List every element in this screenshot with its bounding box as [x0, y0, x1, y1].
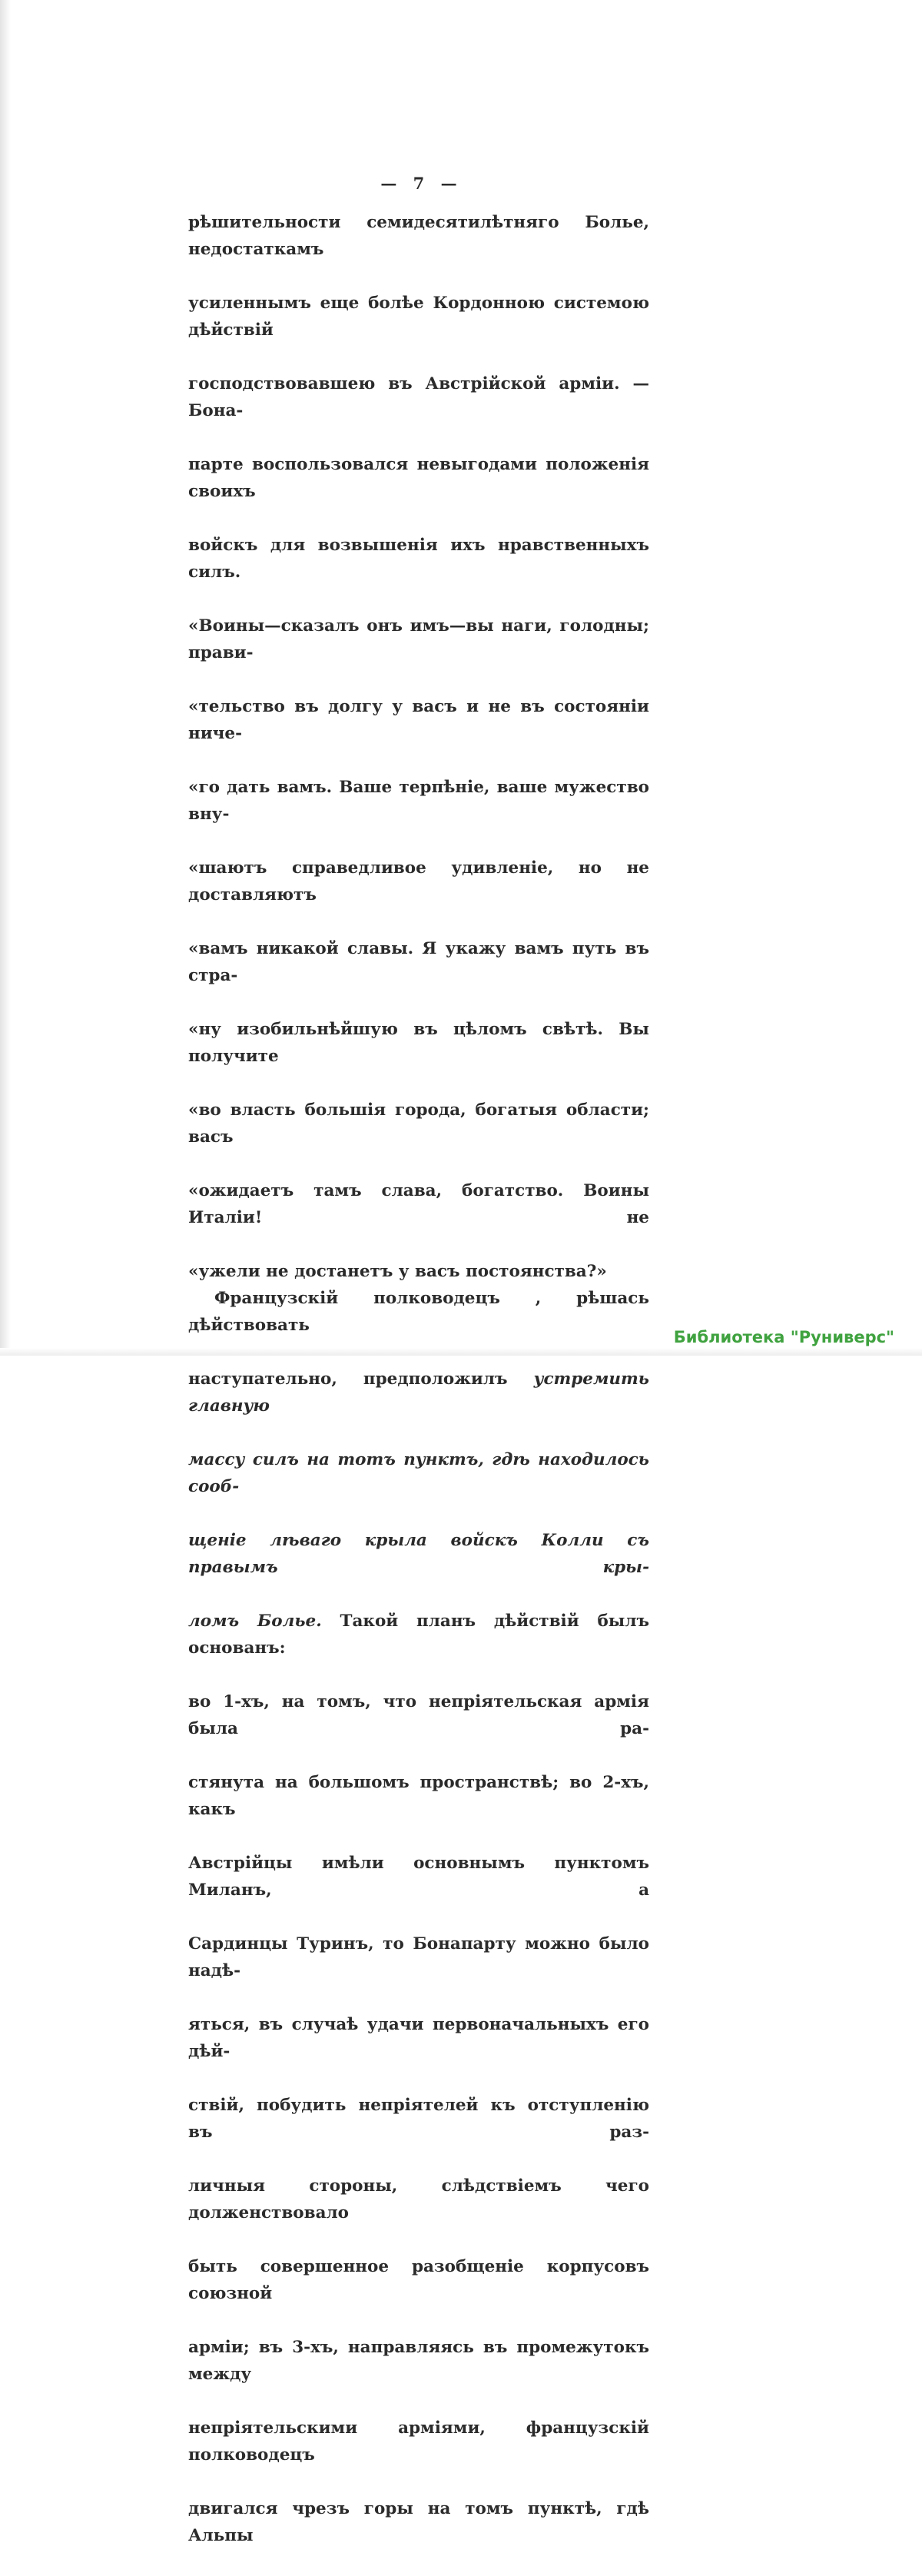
text-line [188, 2092, 649, 2173]
text-line [188, 1608, 649, 1688]
text-line [188, 532, 649, 612]
text-line [188, 2495, 649, 2576]
text-line [188, 2415, 649, 2495]
text-line [188, 1016, 649, 1097]
text-segment: ствій, побудить непріятелей къ отступленію въ раз- [188, 2096, 649, 2142]
text-segment: «во власть большія города, богатыя области; васъ [188, 1100, 649, 1147]
text-line [188, 1930, 649, 2011]
text-segment: «Воины—сказалъ онъ имъ—вы наги, голодны; прави- [188, 616, 649, 662]
text-line [188, 855, 649, 935]
text-line [188, 1527, 649, 1608]
text-line [188, 451, 649, 532]
text-line [188, 1366, 649, 1446]
text-line [188, 774, 649, 855]
text-line [188, 693, 649, 774]
page-number: — 7 — [380, 174, 457, 193]
italic-text-segment: ломъ Болье. [188, 1612, 322, 1631]
text-segment: «ужели не достанетъ у васъ постоянства?» [188, 1262, 607, 1281]
scan-edge-left [0, 0, 11, 1356]
italic-text-segment: устремить главную [188, 1369, 649, 1416]
text-segment: яться, въ случаѣ удачи первоначальныхъ его дѣй- [188, 2015, 649, 2061]
text-segment: Такой планъ дѣйствій былъ основанъ: [188, 1612, 649, 1658]
text-segment: Австрійцы имѣли основнымъ пунктомъ Миланъ, а [188, 1854, 649, 1900]
text-line [188, 1688, 649, 1769]
text-line [188, 1285, 649, 1366]
text-segment: «вамъ никакой славы. Я укажу вамъ путь въ стра- [188, 939, 649, 985]
text-segment: рѣшительности семидесятилѣтняго Болье, недостаткамъ [188, 213, 649, 259]
paragraph [188, 1285, 649, 2576]
text-segment: парте воспользовался невыгодами положенія своихъ [188, 455, 649, 501]
text-segment: двигался чрезъ горы на томъ пунктѣ, гдѣ Альпы [188, 2499, 649, 2545]
paragraph [188, 209, 649, 1285]
text-segment: «ожидаетъ тамъ слава, богатство. Воины Италіи! не [188, 1181, 649, 1227]
italic-text-segment: щеніе лѣваго крыла войскъ Колли съ правымъ кры- [188, 1531, 649, 1577]
text-block [188, 209, 649, 2576]
text-line [188, 290, 649, 370]
text-line [188, 1177, 649, 1258]
text-line [188, 1258, 649, 1285]
text-segment: во 1-хъ, на томъ, что непріятельская армія была ра- [188, 1692, 649, 1738]
italic-text-segment: массу силъ на тотъ пунктъ, гдѣ находилось сооб- [188, 1450, 649, 1496]
text-line [188, 935, 649, 1016]
text-line [188, 2173, 649, 2253]
text-line [188, 1446, 649, 1527]
text-line [188, 2253, 649, 2334]
text-line [188, 1769, 649, 1850]
text-segment: «тельство въ долгу у васъ и не въ состояніи ниче- [188, 697, 649, 743]
text-line [188, 1097, 649, 1177]
text-segment: «го дать вамъ. Ваше терпѣніе, ваше мужество вну- [188, 778, 649, 824]
text-segment: быть совершенное разобщеніе корпусовъ союзной [188, 2257, 649, 2303]
text-segment: усиленнымъ еще болѣе Кордонною системою дѣйствій [188, 294, 649, 340]
library-watermark: Библиотека "Руниверс" [673, 1328, 894, 1346]
text-segment: непріятельскими арміями, французскій полководецъ [188, 2418, 649, 2465]
text-segment: господствовавшею въ Австрійской арміи. — Бона- [188, 374, 649, 420]
text-line [188, 1850, 649, 1930]
text-line [188, 612, 649, 693]
text-line [188, 209, 649, 290]
text-segment: «ну изобильнѣйшую въ цѣломъ свѣтѣ. Вы получите [188, 1020, 649, 1066]
text-line [188, 2334, 649, 2415]
text-segment: личныя стороны, слѣдствіемъ чего долженствовало [188, 2176, 649, 2222]
text-segment: стянута на большомъ пространствѣ; во 2-хъ, какъ [188, 1773, 649, 1819]
text-segment: наступательно, предположилъ [188, 1369, 534, 1389]
text-segment: Сардинцы Туринъ, то Бонапарту можно было надѣ- [188, 1934, 649, 1980]
text-segment: Французскій полководецъ , рѣшась дѣйствовать [188, 1289, 649, 1335]
text-segment: арміи; въ 3-хъ, направляясь въ промежутокъ между [188, 2338, 649, 2384]
text-segment: «шаютъ справедливое удивленіе, но не доставляютъ [188, 858, 649, 905]
text-line [188, 370, 649, 451]
text-line [188, 2011, 649, 2092]
text-segment: войскъ для возвышенія ихъ нравственныхъ силъ. [188, 536, 649, 582]
